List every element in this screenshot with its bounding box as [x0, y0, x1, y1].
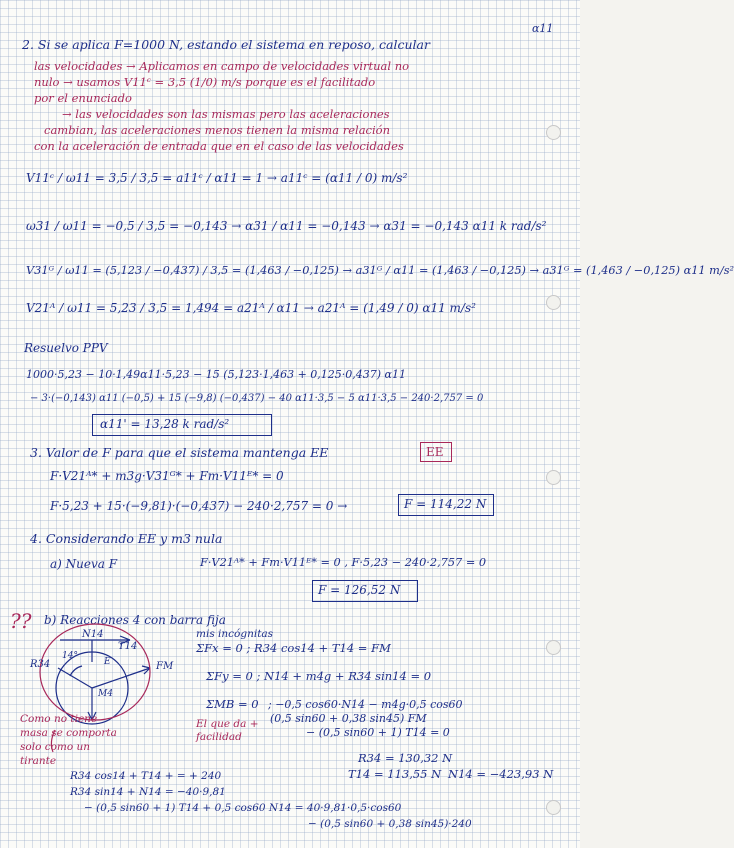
diagram-label-r34: R34 — [30, 659, 51, 670]
part-b-label: b) Reacciones 4 con barra fija — [44, 613, 226, 627]
page-number: α11 — [532, 22, 554, 35]
system-line: R34 sin14 + N14 = −40·9,81 — [70, 786, 226, 798]
equation-velocity-ratio: V11ᶜ / ω11 = 3,5 / 3,5 = a11ᶜ / α11 = 1 → a11ᶜ = (α11 / 0) m/s² — [26, 171, 408, 185]
equation-virtual-work-numeric: F·5,23 + 15·(−9,81)·(−0,437) − 240·2,757 = 0 → — [50, 499, 348, 513]
diagram-label-n14: N14 — [82, 629, 104, 640]
system-line: − (0,5 sin60 + 0,38 sin45)·240 — [308, 818, 472, 830]
equation-sum-mb: (0,5 sin60 + 0,38 sin45) FM — [270, 712, 427, 725]
question-marks: ?? — [10, 609, 32, 633]
equation-sum-fy: ΣFy = 0 ; N14 + m4g + R34 sin14 = 0 — [206, 669, 432, 683]
equation-v21-ratio: V21ᴬ / ω11 = 5,23 / 3,5 = 1,494 = a21ᴬ / α11 → a21ᴬ = (1,49 / 0) α11 m/s² — [26, 301, 476, 315]
note-line: con la aceleración de entrada que en el caso de las velocidades — [34, 139, 404, 153]
equation-virtual-work: F·V21ᴬ* + m3g·V31ᴳ* + Fm·V11ᴱ* = 0 — [50, 469, 284, 483]
diagram-label-angle: 14° — [62, 651, 78, 661]
diagram-label-t14: T14 — [118, 641, 138, 652]
solution-r34: R34 = 130,32 N — [358, 751, 453, 765]
part-a-result: F = 126,52 N — [318, 583, 401, 597]
equation-sum-mb: − (0,5 sin60 + 1) T14 = 0 — [306, 726, 450, 739]
solution-t14: T14 = 113,55 N — [348, 767, 442, 781]
note-line: nulo → usamos V11ᶜ = 3,5 (1/0) m/s porque es el facilitado — [34, 75, 376, 89]
unknowns-note: mis incógnitas — [196, 628, 274, 640]
solution-n14: N14 = −423,93 N — [448, 767, 554, 781]
part-a-equation: F·V21ᴬ* + Fm·V11ᴱ* = 0 , F·5,23 − 240·2,757 = 0 — [200, 556, 487, 569]
ee-label: EE — [426, 445, 444, 459]
left-note: Como no tiene masa se comporta solo como un tirante — [20, 713, 117, 767]
equation-v31-ratio: V31ᴳ / ω11 = (5,123 / −0,437) / 3,5 = (1,463 / −0,125) → a31ᴳ / α11 = (1,463 / −0,125) → a31ᴳ = (1,463 / −0,125) α11 m/s² — [26, 264, 734, 277]
diagram-label-e: E — [104, 657, 111, 667]
note-line: cambian, las aceleraciones menos tienen la misma relación — [44, 123, 391, 137]
problem-4-statement: 4. Considerando EE y m3 nula — [30, 531, 223, 546]
note-line: las velocidades → Aplicamos en campo de velocidades virtual no — [34, 59, 410, 73]
equation-omega-ratio: ω31 / ω11 = −0,5 / 3,5 = −0,143 → α31 / α11 = −0,143 → α31 = −0,143 α11 k rad/s² — [26, 219, 547, 233]
r34-line — [58, 668, 92, 688]
problem-3-result: F = 114,22 N — [404, 497, 487, 511]
system-line: R34 cos14 + T14 + = + 240 — [70, 770, 222, 782]
note-line: → las velocidades son las mismas pero las aceleraciones — [62, 107, 390, 121]
problem-3-statement: 3. Valor de F para que el sistema mantenga EE — [30, 445, 329, 460]
problem-2-statement: 2. Si se aplica F=1000 N, estando el sistema en reposo, calcular — [22, 37, 430, 52]
diagram-label-fm: FM — [156, 661, 174, 672]
fm-line — [92, 668, 150, 688]
ppv-result: α11' = 13,28 k rad/s² — [100, 417, 230, 431]
ppv-heading: Resuelvo PPV — [24, 341, 108, 355]
mb-note: El que da + facilidad — [196, 718, 259, 743]
note-line: por el enunciado — [34, 91, 132, 105]
ppv-equation-line: − 3·(−0,143) α11 (−0,5) + 15 (−9,8) (−0,437) − 40 α11·3,5 − 5 α11·3,5 − 240·2,757 = 0 — [30, 393, 484, 404]
angle-arc — [70, 666, 82, 676]
diagram-label-m4: M4 — [98, 689, 113, 699]
part-a-label: a) Nueva F — [50, 557, 118, 571]
equation-sum-fx: ΣFx = 0 ; R34 cos14 + T14 = FM — [196, 641, 391, 655]
equation-sum-mb: ; −0,5 cos60·N14 − m4g·0,5 cos60 — [268, 698, 463, 711]
equation-sum-mb-label: ΣMB = 0 — [206, 697, 259, 711]
ppv-equation-line: 1000·5,23 − 10·1,49α11·5,23 − 15 (5,123·1,463 + 0,125·0,437) α11 — [26, 368, 406, 381]
system-line: − (0,5 sin60 + 1) T14 + 0,5 cos60 N14 = 40·9,81·0,5·cos60 — [84, 802, 402, 814]
